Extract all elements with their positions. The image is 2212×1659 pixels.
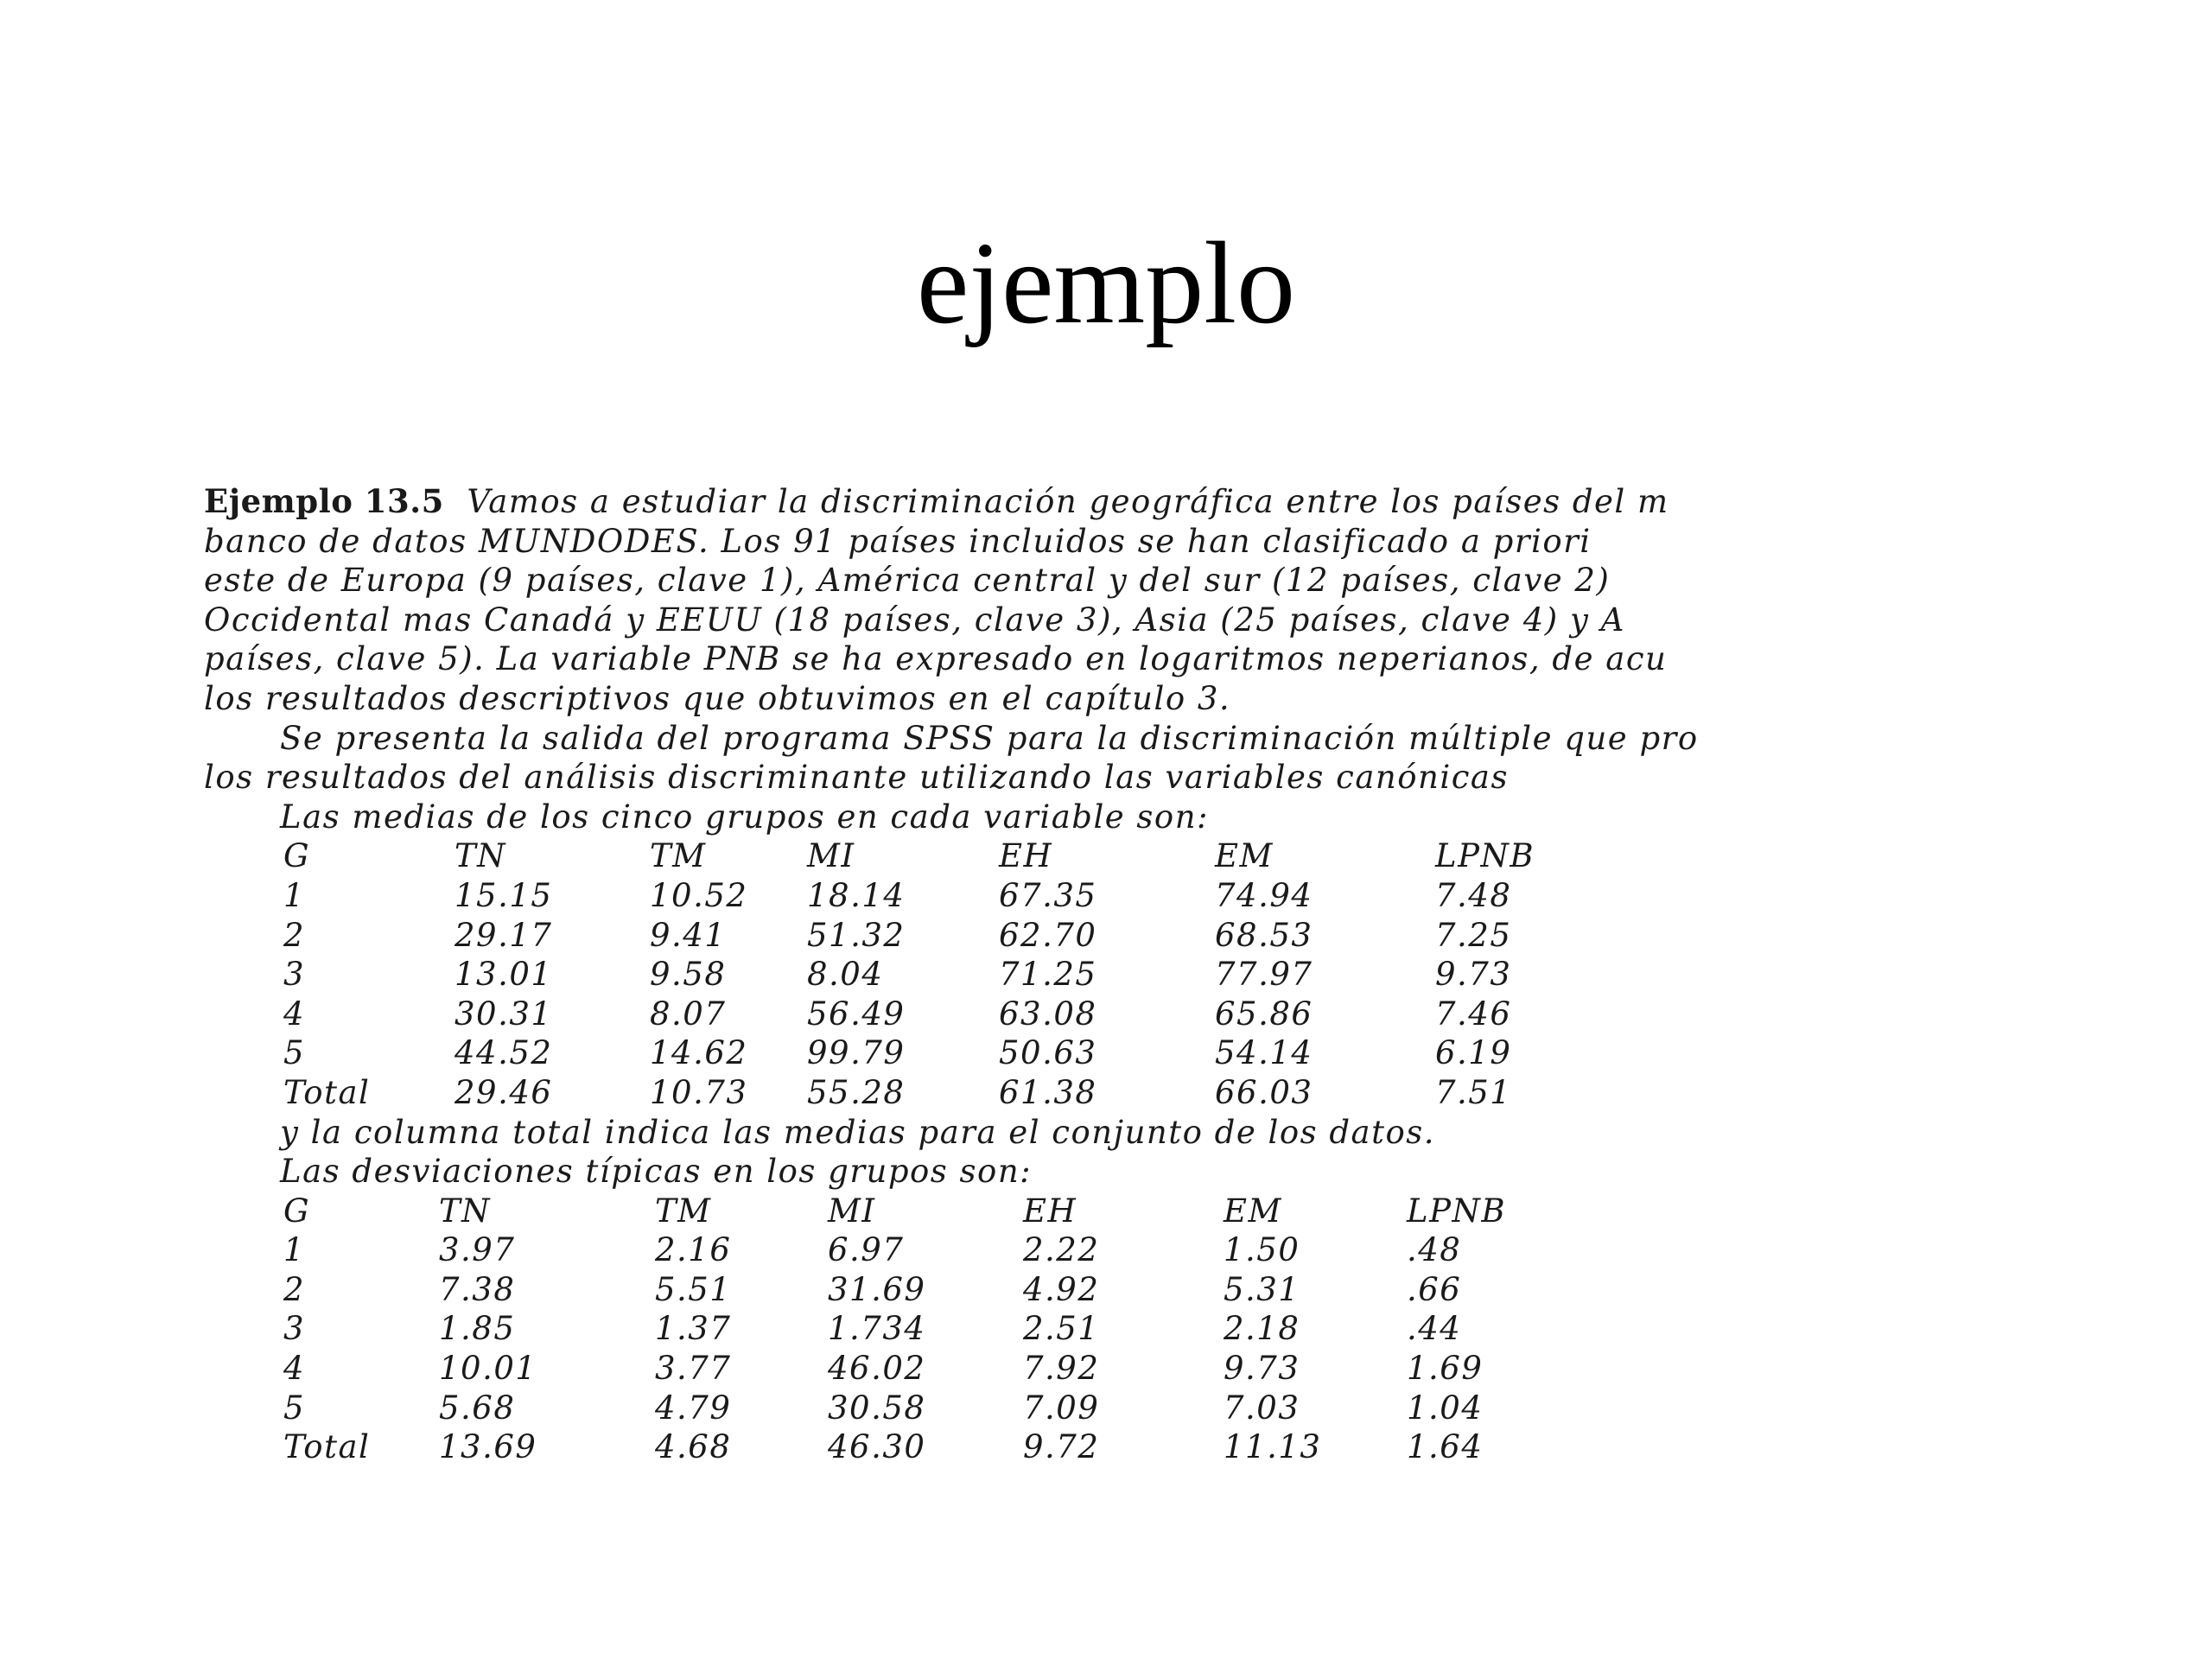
table-cell: Total — [283, 1073, 371, 1111]
table-cell: 2 — [283, 916, 306, 954]
table-cell: 8.07 — [650, 995, 727, 1033]
column-header: TM — [655, 1192, 712, 1230]
column-header: LPNB — [1435, 837, 1535, 875]
table-cell: 7.46 — [1435, 995, 1512, 1033]
table-cell: 66.03 — [1215, 1073, 1313, 1111]
table-row — [204, 876, 2063, 916]
example-label: Ejemplo 13.5 — [204, 482, 444, 520]
table-cell: 7.92 — [1023, 1350, 1100, 1388]
table-row — [204, 1270, 2063, 1310]
table-cell: 99.79 — [807, 1034, 906, 1072]
table-cell: 6.19 — [1435, 1034, 1512, 1072]
table-cell: 1 — [283, 876, 306, 914]
table-cell: 56.49 — [807, 995, 906, 1033]
table-cell: 5.31 — [1224, 1270, 1300, 1308]
table-cell: 1.734 — [828, 1310, 926, 1348]
table-cell: 9.41 — [650, 916, 727, 954]
table-cell: 5 — [283, 1034, 306, 1072]
excerpt-line: banco de datos MUNDODES. Los 91 países incluidos se han clasificado a priori — [204, 522, 1592, 560]
table-cell: .66 — [1407, 1270, 1462, 1308]
column-header: TN — [439, 1192, 492, 1230]
table-cell: 6.97 — [828, 1231, 905, 1269]
table-cell: 2.51 — [1023, 1310, 1100, 1348]
table-cell: 65.86 — [1215, 995, 1313, 1033]
table-cell: 5 — [283, 1389, 306, 1427]
column-header: TN — [454, 837, 507, 875]
table-cell: 9.58 — [650, 956, 727, 994]
table-cell: 31.69 — [828, 1270, 926, 1308]
sd-header-row — [204, 1192, 2063, 1231]
column-header: G — [283, 1192, 311, 1230]
excerpt-line — [204, 482, 2063, 522]
table-cell: 13.69 — [439, 1428, 537, 1466]
table-cell: 44.52 — [454, 1034, 553, 1072]
table-cell: 1.64 — [1407, 1428, 1484, 1466]
table-cell: 54.14 — [1215, 1034, 1313, 1072]
table-row — [204, 995, 2063, 1034]
excerpt-line: Se presenta la salida del programa SPSS para la discriminación múltiple que pro — [280, 719, 1699, 757]
table-row — [204, 1230, 2063, 1270]
column-header: EM — [1224, 1192, 1282, 1230]
column-header: EH — [999, 837, 1053, 875]
table-cell: 7.38 — [439, 1270, 516, 1308]
table-cell: 74.94 — [1215, 876, 1313, 914]
table-cell: 13.01 — [454, 956, 553, 994]
table-row — [204, 1389, 2063, 1428]
table-cell: 50.63 — [999, 1034, 1097, 1072]
table-cell: 29.46 — [454, 1073, 553, 1111]
table-cell: 9.72 — [1023, 1428, 1100, 1466]
table-cell: 61.38 — [999, 1073, 1097, 1111]
table-cell: 1.04 — [1407, 1389, 1484, 1427]
table-cell: 30.31 — [454, 995, 553, 1033]
table-cell: 3 — [283, 956, 306, 994]
table-row — [204, 916, 2063, 956]
table-cell: 4.79 — [655, 1389, 732, 1427]
excerpt-line: Occidental mas Canadá y EEUU (18 países, clave 3), Asia (25 países, clave 4) y A — [204, 601, 1625, 639]
column-header: LPNB — [1407, 1192, 1507, 1230]
table-cell: 2.18 — [1224, 1310, 1300, 1348]
table-cell: 51.32 — [807, 916, 906, 954]
means-header-row — [204, 836, 2063, 876]
table-cell: 7.25 — [1435, 916, 1512, 954]
excerpt-text: Vamos a estudiar la discriminación geográfica entre los países del m — [467, 483, 1669, 520]
table-cell: 7.51 — [1435, 1073, 1512, 1111]
table-cell: 9.73 — [1435, 956, 1512, 994]
table-cell: 46.30 — [828, 1428, 926, 1466]
table-row — [204, 1349, 2063, 1389]
table-cell: 1 — [283, 1231, 306, 1269]
table-row — [204, 1309, 2063, 1349]
table-cell: 67.35 — [999, 876, 1097, 914]
table-cell: Total — [283, 1428, 371, 1466]
table-cell: 10.73 — [650, 1073, 748, 1111]
table-cell: 3.77 — [655, 1350, 732, 1388]
table-cell: 18.14 — [807, 876, 906, 914]
table-cell: 10.52 — [650, 876, 748, 914]
table-row-total — [204, 1073, 2063, 1113]
table-cell: 7.48 — [1435, 876, 1512, 914]
table-row-total — [204, 1427, 2063, 1467]
table-cell: 29.17 — [454, 916, 553, 954]
table-cell: 11.13 — [1224, 1428, 1322, 1466]
table-cell: 3.97 — [439, 1231, 516, 1269]
column-header: MI — [828, 1192, 876, 1230]
table-cell: 1.69 — [1407, 1350, 1484, 1388]
table-cell: 1.50 — [1224, 1231, 1300, 1269]
table-cell: 68.53 — [1215, 916, 1313, 954]
table-cell: 46.02 — [828, 1350, 926, 1388]
table-cell: 1.37 — [655, 1310, 732, 1348]
table-cell: 4 — [283, 995, 306, 1033]
means-intro: Las medias de los cinco grupos en cada variable son: — [280, 798, 1209, 836]
table-cell: 3 — [283, 1310, 306, 1348]
table-cell: 62.70 — [999, 916, 1097, 954]
column-header: EH — [1023, 1192, 1077, 1230]
table-cell: 30.58 — [828, 1389, 926, 1427]
table-cell: 5.51 — [655, 1270, 732, 1308]
column-header: MI — [807, 837, 855, 875]
excerpt-line: los resultados descriptivos que obtuvimos en el capítulo 3. — [204, 679, 1231, 717]
table-cell: 1.85 — [439, 1310, 516, 1348]
table-cell: 8.04 — [807, 956, 884, 994]
table-row — [204, 955, 2063, 995]
table-cell: 2.16 — [655, 1231, 732, 1269]
table-cell: 63.08 — [999, 995, 1097, 1033]
column-header: G — [283, 837, 311, 875]
slide-title: ejemplo — [916, 219, 1296, 348]
table-cell: 71.25 — [999, 956, 1097, 994]
table-cell: 15.15 — [454, 876, 553, 914]
excerpt-line: este de Europa (9 países, clave 1), América central y del sur (12 países, clave 2) — [204, 562, 1611, 600]
table-cell: .44 — [1407, 1310, 1462, 1348]
table-row — [204, 1033, 2063, 1073]
sd-intro: Las desviaciones típicas en los grupos son: — [280, 1153, 1033, 1191]
table-cell: 2 — [283, 1270, 306, 1308]
column-header: EM — [1215, 837, 1274, 875]
table-cell: 14.62 — [650, 1034, 748, 1072]
excerpt-line: los resultados del análisis discriminante utilizando las variables canónicas — [204, 759, 1509, 797]
excerpt-line: países, clave 5). La variable PNB se ha expresado en logaritmos neperianos, de acu — [204, 640, 1668, 678]
textbook-excerpt — [204, 482, 2063, 1493]
table-cell: 77.97 — [1215, 956, 1313, 994]
table-cell: 55.28 — [807, 1073, 906, 1111]
table-cell: 5.68 — [439, 1389, 516, 1427]
table-cell: .48 — [1407, 1231, 1462, 1269]
column-header: TM — [650, 837, 707, 875]
means-table — [204, 836, 2063, 1112]
table-cell: 4 — [283, 1350, 306, 1388]
means-note: y la columna total indica las medias para el conjunto de los datos. — [280, 1113, 1436, 1151]
table-cell: 7.09 — [1023, 1389, 1100, 1427]
table-cell: 7.03 — [1224, 1389, 1300, 1427]
table-cell: 9.73 — [1224, 1350, 1300, 1388]
table-cell: 4.92 — [1023, 1270, 1100, 1308]
table-cell: 4.68 — [655, 1428, 732, 1466]
sd-table — [204, 1192, 2063, 1467]
table-cell: 2.22 — [1023, 1231, 1100, 1269]
table-cell: 10.01 — [439, 1350, 537, 1388]
